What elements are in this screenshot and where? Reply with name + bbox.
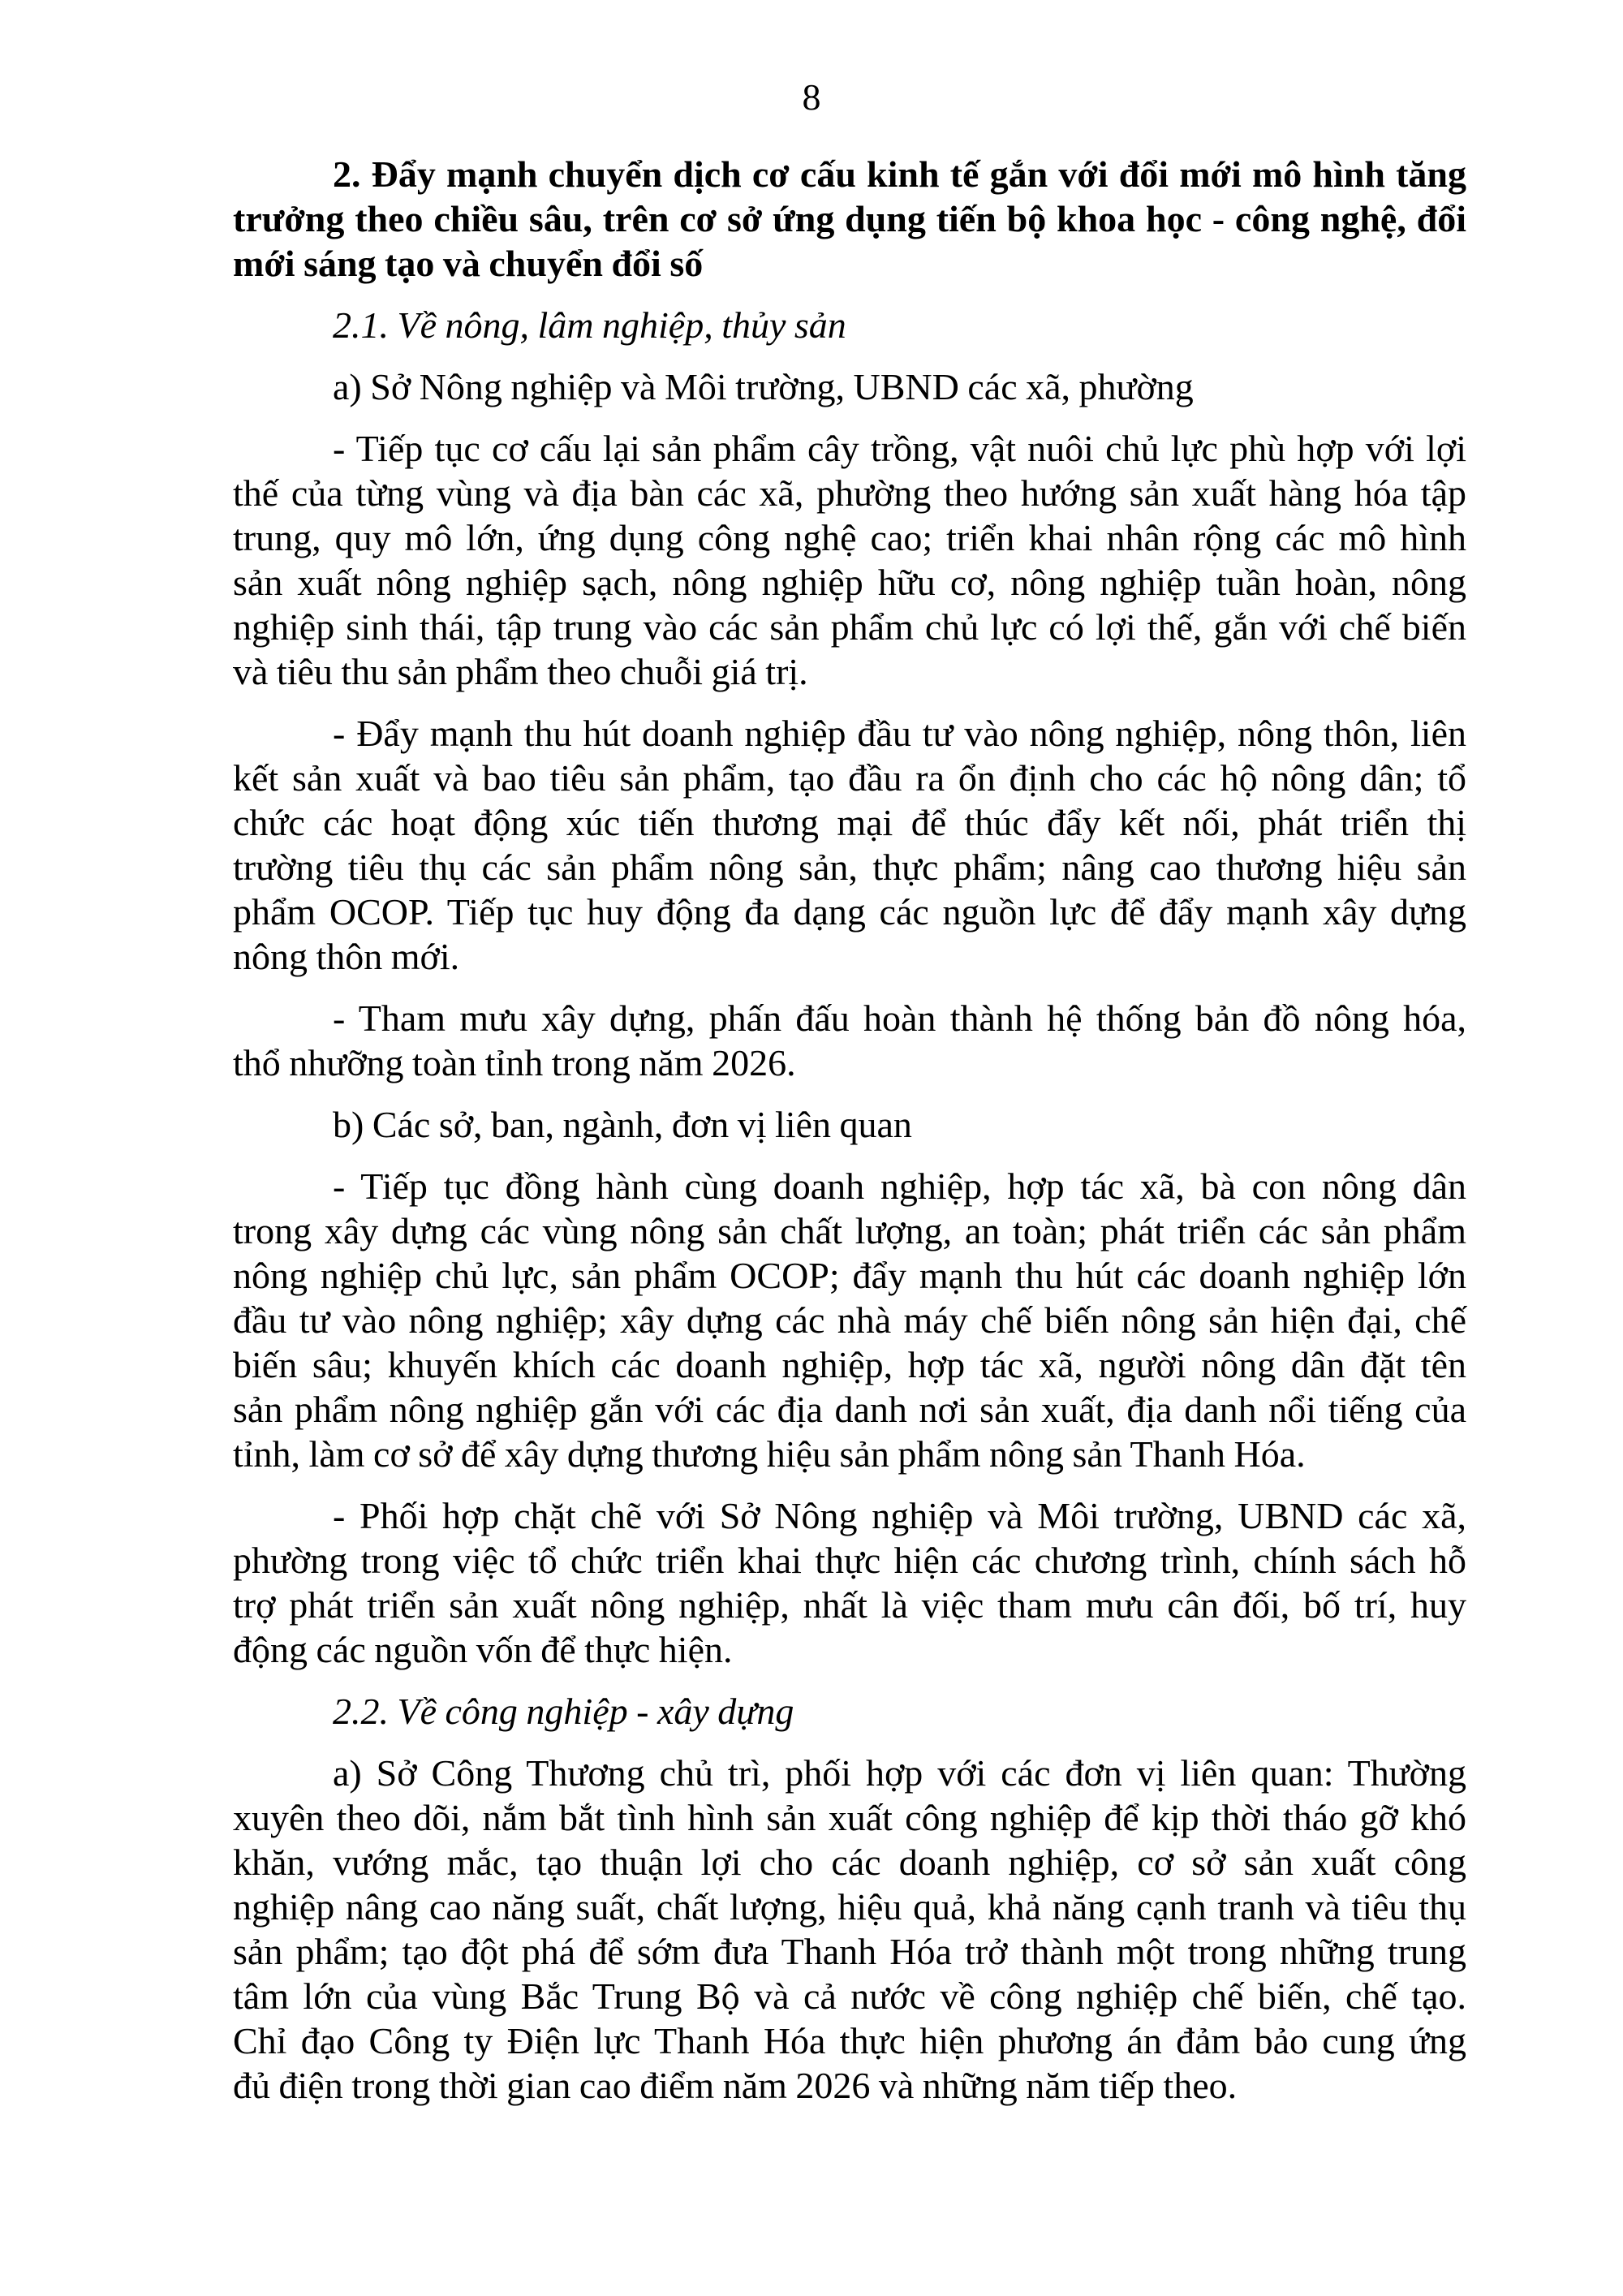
text-line: nông thôn mới. xyxy=(233,936,460,977)
paragraph xyxy=(233,996,1466,1085)
text-line: phẩm OCOP. Tiếp tục huy động đa dạng các nguồn lực để đẩy mạnh xây dựng xyxy=(233,891,1466,933)
text-line: xuyên theo dõi, nắm bắt tình hình sản xuất công nghiệp để kịp thời tháo gỡ khó xyxy=(233,1797,1466,1838)
page-number: 8 xyxy=(802,76,821,118)
text-line: chức các hoạt động xúc tiến thương mại để thúc đẩy kết nối, phát triển thị xyxy=(233,802,1466,843)
text-line: thế của từng vùng và địa bàn các xã, phường theo hướng sản xuất hàng hóa tập xyxy=(233,472,1466,514)
text-line: 2.1. Về nông, lâm nghiệp, thủy sản xyxy=(333,304,846,346)
text-line: khăn, vướng mắc, tạo thuận lợi cho các doanh nghiệp, cơ sở sản xuất công xyxy=(233,1842,1466,1883)
paragraph xyxy=(233,426,1466,694)
text-line: thổ nhưỡng toàn tỉnh trong năm 2026. xyxy=(233,1042,796,1083)
text-line: b) Các sở, ban, ngành, đơn vị liên quan xyxy=(333,1104,912,1145)
text-line: sản phẩm nông nghiệp gắn với các địa danh nơi sản xuất, địa danh nổi tiếng của xyxy=(233,1389,1466,1430)
text-line: và tiêu thu sản phẩm theo chuỗi giá trị. xyxy=(233,651,808,692)
text-line: nghiệp nâng cao năng suất, chất lượng, hiệu quả, khả năng cạnh tranh và tiêu thụ xyxy=(233,1886,1466,1928)
text-line: a) Sở Nông nghiệp và Môi trường, UBND các xã, phường xyxy=(333,366,1194,407)
text-line: trưởng theo chiều sâu, trên cơ sở ứng dụng tiến bộ khoa học - công nghệ, đổi xyxy=(233,198,1466,239)
text-line: trong xây dựng các vùng nông sản chất lượng, an toàn; phát triển các sản phẩm xyxy=(233,1210,1466,1251)
text-line: động các nguồn vốn để thực hiện. xyxy=(233,1629,733,1670)
text-line: - Tham mưu xây dựng, phấn đấu hoàn thành hệ thống bản đồ nông hóa, xyxy=(333,997,1466,1039)
text-line: tỉnh, làm cơ sở để xây dựng thương hiệu sản phẩm nông sản Thanh Hóa. xyxy=(233,1433,1306,1475)
text-line: tâm lớn của vùng Bắc Trung Bộ và cả nước về công nghiệp chế biến, chế tạo. xyxy=(233,1975,1466,2017)
text-line: - Tiếp tục cơ cấu lại sản phẩm cây trồng, vật nuôi chủ lực phù hợp với lợi xyxy=(333,428,1466,469)
text-line: mới sáng tạo và chuyển đổi số xyxy=(233,243,704,284)
text-line: a) Sở Công Thương chủ trì, phối hợp với các đơn vị liên quan: Thường xyxy=(333,1752,1466,1794)
text-line: nghiệp sinh thái, tập trung vào các sản phẩm chủ lực có lợi thế, gắn với chế biến xyxy=(233,606,1466,648)
text-line: trung, quy mô lớn, ứng dụng công nghệ cao; triển khai nhân rộng các mô hình xyxy=(233,517,1466,558)
text-line: - Tiếp tục đồng hành cùng doanh nghiệp, hợp tác xã, bà con nông dân xyxy=(333,1165,1466,1207)
text-line: đủ điện trong thời gian cao điểm năm 2026 và những năm tiếp theo. xyxy=(233,2065,1238,2106)
paragraph xyxy=(233,1102,1466,1147)
text-line: 2. Đẩy mạnh chuyển dịch cơ cấu kinh tế gắn với đổi mới mô hình tăng xyxy=(333,153,1466,195)
document-body xyxy=(233,152,1466,2108)
text-line: sản phẩm; tạo đột phá để sớm đưa Thanh Hóa trở thành một trong những trung xyxy=(233,1931,1466,1972)
text-line: biến sâu; khuyến khích các doanh nghiệp, hợp tác xã, người nông dân đặt tên xyxy=(233,1344,1466,1385)
text-line: - Đẩy mạnh thu hút doanh nghiệp đầu tư vào nông nghiệp, nông thôn, liên xyxy=(333,713,1466,754)
text-line: Chỉ đạo Công ty Điện lực Thanh Hóa thực hiện phương án đảm bảo cung ứng xyxy=(233,2020,1466,2061)
paragraph xyxy=(233,364,1466,409)
text-line: 2.2. Về công nghiệp - xây dựng xyxy=(333,1691,794,1732)
text-line: sản xuất nông nghiệp sạch, nông nghiệp hữu cơ, nông nghiệp tuần hoàn, nông xyxy=(233,562,1466,603)
paragraph xyxy=(233,1689,1466,1734)
paragraph xyxy=(233,1164,1466,1476)
paragraph xyxy=(233,1493,1466,1672)
paragraph xyxy=(233,1751,1466,2108)
text-line: trợ phát triển sản xuất nông nghiệp, nhất là việc tham mưu cân đối, bố trí, huy xyxy=(233,1584,1466,1626)
paragraph xyxy=(233,152,1466,286)
text-line: - Phối hợp chặt chẽ với Sở Nông nghiệp và Môi trường, UBND các xã, xyxy=(333,1495,1466,1536)
text-line: nông nghiệp chủ lực, sản phẩm OCOP; đẩy mạnh thu hút các doanh nghiệp lớn xyxy=(233,1255,1466,1296)
paragraph xyxy=(233,711,1466,979)
paragraph xyxy=(233,303,1466,347)
text-line: kết sản xuất và bao tiêu sản phẩm, tạo đầu ra ổn định cho các hộ nông dân; tổ xyxy=(233,757,1466,799)
text-line: phường trong việc tổ chức triển khai thực hiện các chương trình, chính sách hỗ xyxy=(233,1540,1466,1581)
text-line: đầu tư vào nông nghiệp; xây dựng các nhà máy chế biến nông sản hiện đại, chế xyxy=(233,1299,1466,1341)
text-line: trường tiêu thụ các sản phẩm nông sản, thực phẩm; nâng cao thương hiệu sản xyxy=(233,846,1466,888)
